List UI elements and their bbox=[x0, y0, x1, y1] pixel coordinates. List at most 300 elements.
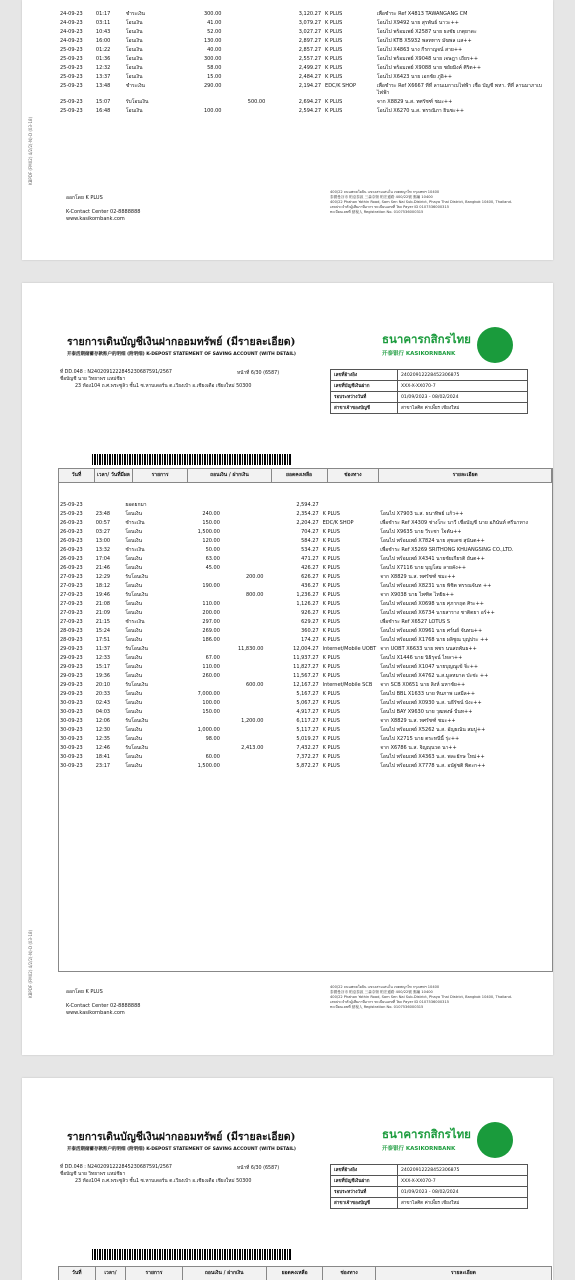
cell-bal: 2,204.27 bbox=[296, 520, 319, 526]
cell-date: 28-09-23 bbox=[60, 637, 83, 643]
cell-bal: 1,236.27 bbox=[296, 592, 319, 598]
cell-bal: 2,499.27 bbox=[298, 65, 322, 71]
cell-item: รับโอนเงิน bbox=[125, 592, 148, 598]
cell-out: 110.00 bbox=[202, 664, 220, 670]
cell-bal: 584.27 bbox=[301, 538, 319, 544]
cell-date: 30-09-23 bbox=[60, 700, 83, 706]
cell-out bbox=[178, 717, 221, 726]
cell-det: โอนไป X2715 นาย ตระหนีนี้ รุ่ะ++ bbox=[380, 736, 460, 742]
info-row bbox=[331, 392, 528, 403]
cell-item: โอนเงิน bbox=[125, 610, 143, 616]
cell-time: 02:43 bbox=[95, 700, 111, 706]
footer-left: ออกโดย K PLUS K-Contact Center 02-8888888 www.kasikornbank.com bbox=[66, 195, 141, 222]
cell-item: โอนเงิน bbox=[125, 754, 143, 760]
cell-ch: K PLUS bbox=[322, 691, 340, 697]
cell-bal: 7,372.27 bbox=[296, 754, 319, 760]
cell-det: โอนไป พร้อมเพย์ X1768 นาย ผลิชูณ บุญ่ประ ++ bbox=[380, 637, 489, 643]
cell-ch: Internet/Mobile SCB bbox=[322, 682, 373, 688]
cell-det: เพื่อชำระ Ref X6667 ทีที่ ลานเมกาเบไฟฟ้า เชื่อ บัญชี พหา. ทีที่ ลานมาภาเบไฟฟ้า bbox=[376, 83, 542, 96]
cell-det: โอนไป พร้อมเพย์ X1047 นายบุญณูเข้ จิ่ะ++ bbox=[380, 664, 479, 670]
cell-item: โอนเงิน bbox=[125, 709, 143, 715]
cell-bal: 3,120.27 bbox=[298, 11, 322, 17]
cell-bal: 6,117.27 bbox=[296, 718, 319, 724]
cell-ch: K PLUS bbox=[322, 655, 340, 661]
table-header bbox=[58, 1266, 552, 1280]
cell-in: 11,830.00 bbox=[237, 646, 264, 652]
cell-ch: K PLUS bbox=[322, 637, 340, 643]
cell-in bbox=[222, 753, 266, 762]
cell-time: 03:11 bbox=[95, 20, 111, 26]
cell-out bbox=[178, 744, 221, 753]
cell-item: รับโอนเงิน bbox=[125, 718, 148, 724]
cell-in bbox=[223, 46, 267, 55]
cell-det: โอนไป พร้อมเพย์ X7778 น.ส. อนัฐ่ชติ พิตะก++ bbox=[380, 763, 486, 769]
column-header: วันที่ bbox=[59, 469, 95, 483]
page-title: รายการเดินบัญชีเงินฝากออมทรัพย์ (มีรายละเอียด) bbox=[67, 336, 296, 348]
cell-ch: K PLUS bbox=[322, 619, 340, 625]
table-row bbox=[58, 591, 552, 600]
cell-date: 24-09-23 bbox=[60, 29, 83, 35]
kbank-emblem-icon bbox=[477, 1122, 513, 1158]
cell-ch: K PLUS bbox=[322, 736, 340, 742]
cell-date: 25-09-23 bbox=[60, 65, 83, 71]
table-header bbox=[58, 468, 552, 483]
cell-item: ชำระเงิน bbox=[125, 520, 145, 526]
info-label: เลขที่อ้างอิง bbox=[331, 370, 398, 381]
column-header: รายละเอียด bbox=[379, 469, 552, 483]
table-row bbox=[58, 28, 552, 37]
cell-out bbox=[178, 573, 221, 582]
cell-out: 190.00 bbox=[202, 583, 220, 589]
cell-out: 297.00 bbox=[202, 619, 220, 625]
cell-ch: K PLUS bbox=[322, 628, 340, 634]
cell-time: 15:17 bbox=[95, 664, 111, 670]
cell-time: 01:36 bbox=[95, 56, 111, 62]
cell-date: 27-09-23 bbox=[60, 592, 83, 598]
table-row bbox=[58, 37, 552, 46]
cell-ch: K PLUS bbox=[325, 99, 343, 105]
cell-bal: 2,857.27 bbox=[298, 47, 322, 53]
cell-bal: 4,917.27 bbox=[296, 709, 319, 715]
column-header: ช่องทาง bbox=[323, 1267, 375, 1280]
cell-in bbox=[222, 699, 266, 708]
cell-det: โอนไป พร้อมเพย์ X4762 น.ส.มูลหมาด ป่ะช่ะ ++ bbox=[380, 673, 489, 679]
cell-item: โอนเงิน bbox=[125, 637, 143, 643]
info-row bbox=[331, 1165, 528, 1176]
table-row bbox=[58, 699, 552, 708]
table-row bbox=[58, 726, 552, 735]
cell-det: เพื่อชำระ Ref X6527 LOTUS S bbox=[380, 619, 451, 625]
info-value: XXX-X-XX070-7 bbox=[398, 381, 528, 392]
cell-bal: 926.27 bbox=[301, 610, 319, 616]
cell-out: 1,000.00 bbox=[197, 727, 220, 733]
cell-date: 24-09-23 bbox=[60, 38, 83, 44]
cell-item: โอนเงิน bbox=[125, 700, 143, 706]
cell-item: โอนเงิน bbox=[125, 727, 143, 733]
cell-in bbox=[222, 582, 266, 591]
cell-out: 41.00 bbox=[207, 20, 222, 26]
cell-ch: K PLUS bbox=[322, 565, 340, 571]
cell-date: 27-09-23 bbox=[60, 619, 83, 625]
cell-det: จาก UOBT X6633 นาย พชร นนสถพันธ++ bbox=[380, 646, 477, 652]
cell-date: 29-09-23 bbox=[60, 655, 83, 661]
cell-date: 30-09-23 bbox=[60, 736, 83, 742]
cell-time: 16:00 bbox=[95, 38, 111, 44]
cell-date: 29-09-23 bbox=[60, 673, 83, 679]
cell-item: โอนเงิน bbox=[125, 736, 143, 742]
table-row bbox=[58, 645, 552, 654]
cell-date: 24-09-23 bbox=[60, 11, 83, 17]
cell-item: โอนเงิน bbox=[125, 529, 143, 535]
cell-in bbox=[222, 726, 266, 735]
cell-in bbox=[223, 10, 267, 19]
cell-time: 21:09 bbox=[95, 610, 111, 616]
column-header: วันที่ bbox=[59, 1267, 96, 1280]
cell-date: 25-09-23 bbox=[60, 47, 83, 53]
cell-in bbox=[222, 501, 266, 510]
cell-ch: K PLUS bbox=[325, 38, 343, 44]
cell-det: โอนไป พร้อมเพย์ X5262 น.ส. อัญธณัน สมบู่++ bbox=[380, 727, 486, 733]
cell-item: โอนเงิน bbox=[125, 556, 143, 562]
cell-date: 25-09-23 bbox=[60, 74, 83, 80]
cell-bal: 5,167.27 bbox=[296, 691, 319, 697]
page-title: รายการเดินบัญชีเงินฝากออมทรัพย์ (มีรายละเอียด) bbox=[67, 1131, 296, 1143]
cell-ch: K PLUS bbox=[322, 538, 340, 544]
cell-out: 260.00 bbox=[202, 673, 220, 679]
cell-out: 63.00 bbox=[205, 556, 220, 562]
cell-in bbox=[223, 107, 267, 116]
table-row bbox=[58, 753, 552, 762]
cell-in bbox=[222, 609, 266, 618]
cell-time: 13:32 bbox=[95, 547, 111, 553]
cell-out: 150.00 bbox=[202, 520, 220, 526]
cell-date: 24-09-23 bbox=[60, 20, 83, 26]
cell-in bbox=[222, 546, 266, 555]
cell-ch: Internet/Mobile UOBT bbox=[322, 646, 377, 652]
cell-ch: K PLUS bbox=[322, 673, 340, 679]
cell-det: โอนไป X9635 นาย วีระชา ใจตัน++ bbox=[380, 529, 462, 535]
cell-in bbox=[223, 73, 267, 82]
cell-det: โอนไป X7116 นาย บุญโสม ลายคัง++ bbox=[380, 565, 467, 571]
cell-bal: 2,194.27 bbox=[298, 83, 322, 89]
cell-in bbox=[222, 600, 266, 609]
table-row bbox=[58, 600, 552, 609]
cell-ch: K PLUS bbox=[322, 727, 340, 733]
cell-out: 290.00 bbox=[203, 83, 222, 89]
table-row bbox=[58, 46, 552, 55]
cell-date: 29-09-23 bbox=[60, 691, 83, 697]
cell-time: 12:32 bbox=[95, 65, 111, 71]
bank-logo: ธนาคารกสิกรไทย 开泰银行 KASIKORNBANK bbox=[382, 1127, 471, 1152]
cell-time: 18:12 bbox=[95, 583, 111, 589]
cell-bal: 2,354.27 bbox=[296, 511, 319, 517]
cell-bal: 11,567.27 bbox=[293, 673, 319, 679]
cell-item: รับโอนเงิน bbox=[125, 574, 148, 580]
table-row bbox=[58, 537, 552, 546]
cell-item: ยอดยกมา bbox=[125, 502, 147, 508]
table-row bbox=[58, 64, 552, 73]
cell-bal: 2,484.27 bbox=[298, 74, 322, 80]
cell-bal: 3,027.27 bbox=[298, 29, 322, 35]
barcode bbox=[92, 454, 292, 465]
cell-bal: 11,937.27 bbox=[293, 655, 319, 661]
cell-ch: EDC/K SHOP bbox=[322, 520, 354, 526]
cell-bal: 626.27 bbox=[301, 574, 319, 580]
cell-date: 26-09-23 bbox=[60, 529, 83, 535]
cell-time: 13:00 bbox=[95, 538, 111, 544]
cell-ch: K PLUS bbox=[325, 47, 343, 53]
cell-bal: 12,167.27 bbox=[293, 682, 319, 688]
cell-ch: K PLUS bbox=[325, 65, 343, 71]
table-row bbox=[58, 672, 552, 681]
cell-in bbox=[222, 537, 266, 546]
table-row bbox=[58, 107, 552, 116]
account-info: ที่ DD.048 : N2402091222845230687591/2567 ชื่อบัญชี นาย วิทยาพร แหม่ชีธา 23 ห้อง104 ถ.ศ.พระซูลิว ชั้น1 ซ.หาบเดอร์น ต.เวียงเป๋า อ.เชียงเดือ เชียงใหม่ 50300 bbox=[60, 370, 252, 389]
cell-date: 30-09-23 bbox=[60, 754, 83, 760]
barcode bbox=[92, 1249, 292, 1260]
table-row bbox=[58, 564, 552, 573]
cell-det: เพื่อชำระ Ref X5269 SRITHONG KHUANGSING CO.,LTD. bbox=[380, 547, 514, 553]
cell-in: 600.00 bbox=[245, 682, 264, 688]
cell-time: 01:17 bbox=[95, 11, 111, 17]
cell-det: จาก X9038 นาย ไพฑิต ไทยิธ++ bbox=[380, 592, 455, 598]
cell-date: 30-09-23 bbox=[60, 763, 83, 769]
cell-time: 19:46 bbox=[95, 592, 111, 598]
cell-bal: 2,897.27 bbox=[298, 38, 322, 44]
cell-item: รับโอนเงิน bbox=[125, 682, 148, 688]
cell-out: 15.00 bbox=[207, 74, 222, 80]
cell-in bbox=[223, 64, 267, 73]
info-row bbox=[331, 370, 528, 381]
cell-det: โอนไป X4863 นาง กีรกาญจน์ สาย++ bbox=[376, 47, 463, 53]
cell-out: 200.00 bbox=[202, 610, 220, 616]
footer-address: 400/22 ถนนพหลโยธิน แขวงสามเสนใน เขตพญาไท กรุงเทพฯ 10400 泰國曼谷市 帕亞泰區 三森奈街 帕宏遜路 400/22號 郵編 10400 400/22 Phahon Yothin Road, Sam Sen Nai Sub-District, Phaya Thai District, Bangkok 10400, Thailand. เลขประจำตัวผู้เสียภาษีอากร ทะเบียนเลขที่ Tax Payer ID 0107536000315 ทะเบียนเลขที่ 納稅人 Registration No. 0107536000315 bbox=[330, 985, 513, 1009]
column-header: ถอนเงิน / ฝากเงิน bbox=[188, 469, 271, 483]
info-box bbox=[330, 369, 528, 414]
cell-in: 2,413.00 bbox=[241, 745, 264, 751]
cell-item: รับโอนเงิน bbox=[125, 745, 148, 751]
table-row bbox=[58, 510, 552, 519]
cell-ch: K PLUS bbox=[322, 592, 340, 598]
cell-date: 26-09-23 bbox=[60, 565, 83, 571]
statement-page-3 bbox=[22, 1078, 553, 1280]
cell-bal: 426.27 bbox=[301, 565, 319, 571]
info-row bbox=[331, 381, 528, 392]
cell-out: 1,500.00 bbox=[197, 529, 220, 535]
column-header: รายการ bbox=[126, 1267, 182, 1280]
cell-out: 110.00 bbox=[202, 601, 220, 607]
cell-time: 20:10 bbox=[95, 682, 111, 688]
cell-date: 27-09-23 bbox=[60, 601, 83, 607]
cell-in bbox=[223, 19, 267, 28]
cell-bal: 360.27 bbox=[301, 628, 319, 634]
footer-left: ออกโดย K PLUS K-Contact Center 02-8888888 www.kasikornbank.com bbox=[66, 989, 141, 1016]
cell-det: เพื่อชำระ Ref X4309 ช่างโกะ นาวี เชื่อบัญชี นาย อภินันท์ ศรีนาทาง bbox=[380, 520, 528, 526]
cell-time: 13:48 bbox=[95, 83, 111, 89]
page-subtitle: 开泰活期储蓄存款账户的明细 (附明细) K-DEPOST STATEMENT OF SAVING ACCOUNT (WITH DETAIL) bbox=[67, 1147, 296, 1152]
cell-in bbox=[222, 708, 266, 717]
cell-date: 29-09-23 bbox=[60, 646, 83, 652]
cell-bal: 2,594.27 bbox=[296, 502, 319, 508]
cell-bal: 471.27 bbox=[301, 556, 319, 562]
cell-det: จาก X8829 น.ส. ทศรัชฑ์ ชมะ++ bbox=[380, 574, 456, 580]
cell-time: 00:57 bbox=[95, 520, 111, 526]
table-row bbox=[58, 744, 552, 753]
cell-date: 29-09-23 bbox=[60, 664, 83, 670]
page-subtitle: 开泰活期储蓄存款账户的明细 (附明细) K-DEPOST STATEMENT OF SAVING ACCOUNT (WITH DETAIL) bbox=[67, 352, 296, 357]
cell-in bbox=[222, 636, 266, 645]
info-value: สาขาไลศิต ค่าเพี้ยร เชียงใหม่ bbox=[398, 403, 528, 414]
cell-in bbox=[222, 618, 266, 627]
cell-ch: K PLUS bbox=[322, 754, 340, 760]
cell-ch: K PLUS bbox=[322, 664, 340, 670]
cell-time: 12:46 bbox=[95, 745, 111, 751]
column-header: เวลา/ bbox=[95, 1267, 126, 1280]
column-header: ถอนเงิน / ฝากเงิน bbox=[182, 1267, 266, 1280]
cell-item: โอนเงิน bbox=[125, 38, 143, 44]
cell-item: ชำระเงิน bbox=[125, 11, 145, 17]
cell-ch: K PLUS bbox=[322, 529, 340, 535]
cell-det: โอนไป พร้อมเพย์ X0698 นาย ศุภากฤต ศิระ++ bbox=[380, 601, 484, 607]
table-row bbox=[58, 82, 552, 98]
cell-bal: 11,827.27 bbox=[293, 664, 319, 670]
cell-item: ชำระเงิน bbox=[125, 547, 145, 553]
cell-item: โอนเงิน bbox=[125, 691, 143, 697]
cell-in bbox=[222, 762, 266, 771]
cell-out: 300.00 bbox=[203, 11, 222, 17]
info-label: เลขที่บัญชีเงินฝาก bbox=[331, 381, 398, 392]
cell-out: 60.00 bbox=[205, 754, 220, 760]
cell-time: 12:29 bbox=[95, 574, 111, 580]
cell-item: ชำระเงิน bbox=[125, 83, 145, 89]
cell-det bbox=[378, 501, 552, 510]
cell-det: โอนไป X7903 น.ส. ธนาทิพย์ แก้ว++ bbox=[380, 511, 464, 517]
cell-bal: 174.27 bbox=[301, 637, 319, 643]
cell-in: 1,200.00 bbox=[241, 718, 264, 724]
table-row bbox=[58, 98, 552, 107]
cell-date: 30-09-23 bbox=[60, 745, 83, 751]
cell-out: 130.00 bbox=[203, 38, 222, 44]
cell-item: รับโอนเงิน bbox=[125, 99, 149, 105]
cell-time: 17:04 bbox=[95, 556, 111, 562]
cell-time: 21:08 bbox=[95, 601, 111, 607]
cell-ch: K PLUS bbox=[322, 574, 340, 580]
cell-date: 25-09-23 bbox=[60, 83, 83, 89]
cell-in bbox=[222, 672, 266, 681]
cell-time: 15:07 bbox=[95, 99, 111, 105]
cell-ch: K PLUS bbox=[325, 108, 343, 114]
cell-time: 17:51 bbox=[95, 637, 111, 643]
cell-time: 15:24 bbox=[95, 628, 111, 634]
cell-item: โอนเงิน bbox=[125, 565, 143, 571]
info-value: สาขาไลศิต ค่าเพี้ยร เชียงใหม่ bbox=[398, 1198, 528, 1209]
cell-date: 26-09-23 bbox=[60, 547, 83, 553]
cell-time: 04:03 bbox=[95, 709, 111, 715]
table-row bbox=[58, 627, 552, 636]
cell-det: โอนไป X6423 นาย เอกชัย ภู่อิ++ bbox=[376, 74, 453, 80]
cell-time: 12:30 bbox=[95, 727, 111, 733]
table-row bbox=[58, 555, 552, 564]
kbank-emblem-icon bbox=[477, 327, 513, 363]
cell-out bbox=[178, 645, 221, 654]
cell-date: 26-09-23 bbox=[60, 556, 83, 562]
cell-time: 19:36 bbox=[95, 673, 111, 679]
cell-out: 150.00 bbox=[202, 709, 220, 715]
cell-in bbox=[223, 55, 267, 64]
cell-det: โอนไป พร้อมเพย์ X4341 นายชัยเกียรติ ยันต++ bbox=[380, 556, 485, 562]
cell-out: 120.00 bbox=[202, 538, 220, 544]
cell-out: 269.00 bbox=[202, 628, 220, 634]
info-label: เลขที่อ้างอิง bbox=[331, 1165, 398, 1176]
cell-out bbox=[178, 591, 221, 600]
cell-out bbox=[180, 98, 224, 107]
table-row bbox=[58, 546, 552, 555]
cell-bal: 2,594.27 bbox=[298, 108, 322, 114]
table-row bbox=[58, 708, 552, 717]
cell-time: 01:22 bbox=[95, 47, 111, 53]
account-info: ที่ DD.048 : N2402091222845230687591/2567 ชื่อบัญชี นาย วิทยาพร แหม่ชีธา 23 ห้อง104 ถ.ศ.พระซูลิว ชั้น1 ซ.หาบเดอร์น ต.เวียงเป๋า อ.เชียงเดือ เชียงใหม่ 50300 bbox=[60, 1165, 252, 1184]
cell-in bbox=[222, 663, 266, 672]
cell-date: 25-09-23 bbox=[60, 99, 83, 105]
cell-bal: 5,872.27 bbox=[296, 763, 319, 769]
side-code: KBPDF (FM02) 4/2/2(-N)-D (03-18) bbox=[28, 116, 33, 185]
cell-out bbox=[178, 501, 221, 510]
cell-in bbox=[223, 82, 267, 98]
cell-item: โอนเงิน bbox=[125, 763, 143, 769]
info-row bbox=[331, 1198, 528, 1209]
info-label: เลขที่บัญชีเงินฝาก bbox=[331, 1176, 398, 1187]
table-row bbox=[58, 10, 552, 19]
cell-det: จาก SCB X0651 นาย สิงห์ มหาชัย++ bbox=[380, 682, 466, 688]
cell-item: โอนเงิน bbox=[125, 65, 143, 71]
cell-det: โอนไป X9492 นาย สุรพันธ์ นาวะ++ bbox=[376, 20, 459, 26]
info-value: 24020912228452306875 bbox=[398, 1165, 528, 1176]
cell-det: โอนไป พร้อมเพย์ X7824 นาย สุขเดช สุนันต++ bbox=[380, 538, 485, 544]
table-row bbox=[58, 573, 552, 582]
cell-bal: 5,019.27 bbox=[296, 736, 319, 742]
cell-bal: 3,079.27 bbox=[298, 20, 322, 26]
cell-in bbox=[222, 528, 266, 537]
cell-ch: K PLUS bbox=[325, 29, 343, 35]
table-row bbox=[58, 717, 552, 726]
cell-in bbox=[222, 654, 266, 663]
column-header: รายละเอียด bbox=[375, 1267, 551, 1280]
cell-det: โอนไป พร้อมเพย์ X2587 นาย ธงชัย เกตุยาดะ bbox=[376, 29, 477, 35]
cell-date: 27-09-23 bbox=[60, 610, 83, 616]
cell-det: โอนไป KTB X5932 พลทหาร มัฆพล แส++ bbox=[376, 38, 472, 44]
cell-item: โอนเงิน bbox=[125, 47, 143, 53]
cell-out: 186.00 bbox=[202, 637, 220, 643]
cell-date: 25-09-23 bbox=[60, 511, 83, 517]
table-row bbox=[58, 19, 552, 28]
cell-ch: K PLUS bbox=[325, 74, 343, 80]
info-value: XXX-X-XX070-7 bbox=[398, 1176, 528, 1187]
cell-det: โอนไป X6270 น.ส. พรรณิภา ยินชะ++ bbox=[376, 108, 465, 114]
cell-out: 100.00 bbox=[202, 700, 220, 706]
cell-det: โอนไป พร้อมเพย์ X0961 นาย ศร์นย์ จันทน++ bbox=[380, 628, 483, 634]
cell-item: โอนเงิน bbox=[125, 538, 143, 544]
cell-date: 28-09-23 bbox=[60, 628, 83, 634]
page-number: หน้าที่ 6/30 (6587) bbox=[237, 1166, 280, 1171]
cell-item: โอนเงิน bbox=[125, 74, 143, 80]
cell-item: โอนเงิน bbox=[125, 655, 143, 661]
cell-item: โอนเงิน bbox=[125, 511, 143, 517]
table-row bbox=[58, 735, 552, 744]
cell-ch: K PLUS bbox=[322, 709, 340, 715]
cell-in bbox=[222, 564, 266, 573]
info-row bbox=[331, 1176, 528, 1187]
cell-item: โอนเงิน bbox=[125, 108, 143, 114]
